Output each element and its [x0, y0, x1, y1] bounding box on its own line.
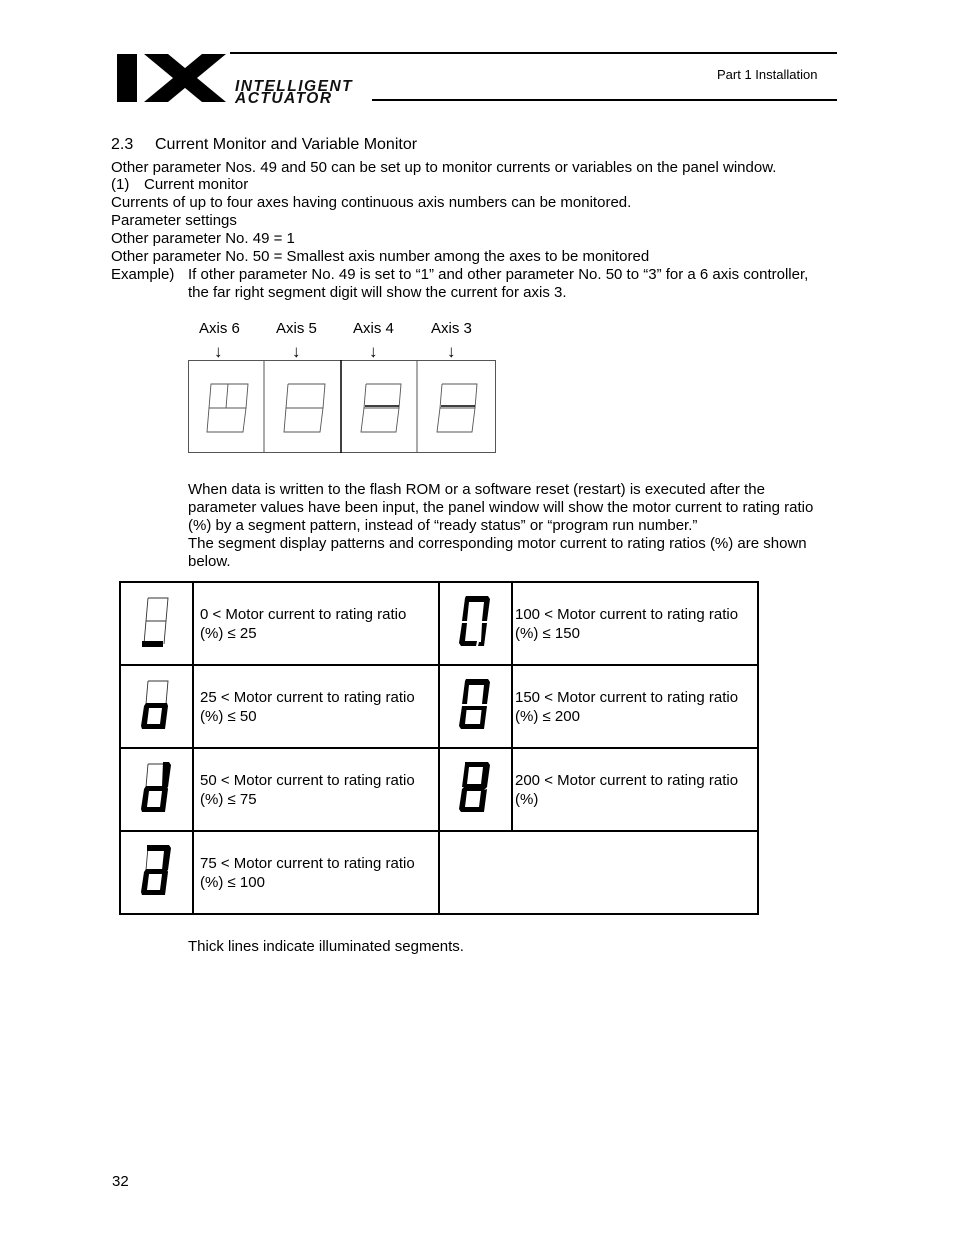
axis-label-4: Axis 4	[353, 320, 394, 337]
logo-wordmark-line1: INTELLIGENT	[235, 78, 354, 95]
header	[0, 0, 954, 110]
down-arrow-icon: ↓	[214, 342, 223, 361]
part-label: Part 1 Installation	[717, 67, 818, 82]
segment-digit-axis-6	[207, 384, 248, 432]
explanation-line-2: parameter values have been input, the panel window will show the motor current to rating ratio	[188, 499, 814, 516]
explanation-line-5: below.	[188, 553, 231, 570]
table-row	[120, 582, 758, 665]
segment-pattern-200-plus-icon	[439, 748, 512, 831]
segment-pattern-150-200-icon	[439, 665, 512, 748]
axis-label-5: Axis 5	[276, 320, 317, 337]
paragraph-3: Parameter settings	[111, 212, 237, 229]
axis-label-3: Axis 3	[431, 320, 472, 337]
down-arrow-icon: ↓	[369, 342, 378, 361]
paragraph-5: Other parameter No. 50 = Smallest axis number among the axes to be monitored	[111, 248, 650, 265]
header-rule-top	[230, 52, 837, 54]
range-0-25-label: 0 < Motor current to rating ratio (%) ≤ 25	[193, 582, 439, 665]
footnote: Thick lines indicate illuminated segments.	[188, 938, 464, 955]
table-row	[120, 748, 758, 831]
explanation-line-3: (%) by a segment pattern, instead of “ready status” or “program run number.”	[188, 517, 698, 534]
paragraph-2: Currents of up to four axes having continuous axis numbers can be monitored.	[111, 194, 632, 211]
range-25-50-label: 25 < Motor current to rating ratio (%) ≤ 50	[193, 665, 439, 748]
section-number: 2.3	[111, 136, 134, 153]
segment-pattern-50-75-icon	[120, 748, 193, 831]
range-50-75-label: 50 < Motor current to rating ratio (%) ≤ 75	[193, 748, 439, 831]
paragraph-4: Other parameter No. 49 = 1	[111, 230, 295, 247]
example-label: Example)	[111, 266, 175, 283]
table-row	[120, 831, 758, 914]
section-title: Current Monitor and Variable Monitor	[155, 136, 418, 153]
segment-pattern-75-100-icon	[120, 831, 193, 914]
paragraph-1: Other parameter Nos. 49 and 50 can be set up to monitor currents or variables on the panel window.	[111, 159, 777, 176]
segment-pattern-0-25-icon	[120, 582, 193, 665]
logo-wordmark-line2: ACTUATOR	[235, 90, 333, 107]
range-75-100-label: 75 < Motor current to rating ratio (%) ≤ 100	[193, 831, 439, 914]
segment-digit-axis-3	[437, 384, 477, 432]
explanation-line-1: When data is written to the flash ROM or a software reset (restart) is executed after the	[188, 481, 765, 498]
empty-cell	[439, 831, 758, 914]
explanation-line-4: The segment display patterns and corresponding motor current to rating ratios (%) are shown	[188, 535, 807, 552]
example-line-2: the far right segment digit will show the current for axis 3.	[188, 284, 567, 301]
segment-digit-axis-5	[284, 384, 325, 432]
example-line-1: If other parameter No. 49 is set to “1” and other parameter No. 50 to “3” for a 6 axis controller,	[188, 266, 809, 283]
subsection-number: (1)	[111, 176, 130, 193]
panel-window	[188, 360, 497, 454]
subsection-title: Current monitor	[144, 176, 249, 193]
ix-logo	[114, 50, 234, 104]
down-arrow-icon: ↓	[447, 342, 456, 361]
range-150-200-label: 150 < Motor current to rating ratio (%) ≤ 200	[512, 665, 758, 748]
axis-label-6: Axis 6	[199, 320, 240, 337]
header-rule-bottom	[372, 99, 837, 101]
segment-pattern-100-150-icon	[439, 582, 512, 665]
segment-pattern-table	[119, 581, 759, 915]
page-number: 32	[112, 1173, 129, 1190]
down-arrow-icon: ↓	[292, 342, 301, 361]
segment-digit-axis-4	[361, 384, 401, 432]
segment-pattern-25-50-icon	[120, 665, 193, 748]
range-100-150-label: 100 < Motor current to rating ratio (%) ≤ 150	[512, 582, 758, 665]
table-row	[120, 665, 758, 748]
range-200-plus-label: 200 < Motor current to rating ratio (%)	[512, 748, 758, 831]
